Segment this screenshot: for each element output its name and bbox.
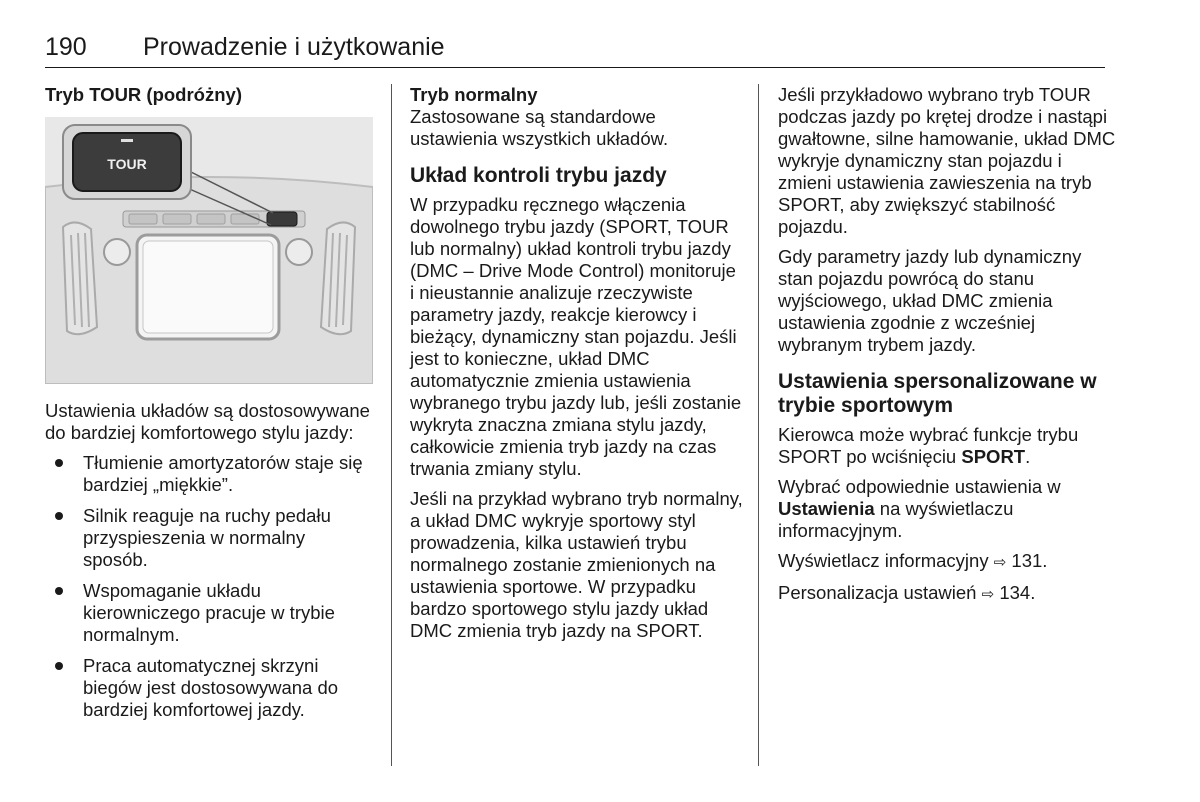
column-1 xyxy=(45,84,375,730)
tour-button-label: TOUR xyxy=(107,156,147,172)
running-title: Prowadzenie i użytkowanie xyxy=(143,33,445,61)
dmc-text-4: Gdy parametry jazdy lub dynamiczny stan pojazdu powrócą do stanu wyjściowego, układ DMC zmienia ustawienia zgodnie z wcześniej wybranym trybem jazdy. xyxy=(778,246,1082,355)
tour-bullet-list xyxy=(45,452,375,721)
dashboard-illustration xyxy=(45,117,373,384)
bullet-icon xyxy=(55,459,63,467)
page-reference-icon: ⇨ xyxy=(981,586,995,603)
cross-reference-personalization[interactable]: Personalizacja ustawień ⇨ 134. xyxy=(778,582,1118,606)
list-item: Wspomaganie układu kierowniczego pracuje w trybie normalnym. xyxy=(45,580,375,646)
normal-mode-text: Zastosowane są standardowe ustawienia wszystkich układów. xyxy=(410,106,669,149)
personalized-text-1: Kierowca może wybrać funkcje trybu SPORT po wciśnięciu SPORT. xyxy=(778,424,1079,467)
personalized-text-2: Wybrać odpowiednie ustawienia w Ustawienia na wyświetlaczu informacyjnym. xyxy=(778,476,1061,541)
dmc-text-3: Jeśli przykładowo wybrano tryb TOUR podczas jazdy po krętej drodze i nastąpi gwałtowne, silne hamowanie, układ DMC wykryje dynamiczny stan pojazdu i zmieni ustawienia zawieszenia na tryb SPORT, aby zwiększyć stabilność pojazdu. xyxy=(778,84,1116,237)
list-item: Tłumienie amortyzatorów staje się bardziej „miękkie”. xyxy=(45,452,375,496)
bullet-icon xyxy=(55,662,63,670)
dmc-text-1: W przypadku ręcznego włączenia dowolnego trybu jazdy (SPORT, TOUR lub normalny) układ kontroli trybu jazdy (DMC – Drive Mode Control) monitoruje i nieustannie analizuje rzeczywiste parametry jazdy, reakcje kierowcy i bieżący, dynamiczny stan pojazdu. Jeśli jest to konieczne, układ DMC automatycznie zmienia ustawienia wybranego trybu jazdy lub, jeśli zostanie wykryta znaczna zmiana stylu jazdy, całkowicie zmienia tryb jazdy na czas trwania zmiany stylu. xyxy=(410,194,742,479)
bullet-icon xyxy=(55,587,63,595)
list-item: Silnik reaguje na ruchy pedału przyspieszenia w normalny sposób. xyxy=(45,505,375,571)
dmc-text-2: Jeśli na przykład wybrano tryb normalny, a układ DMC wykryje sportowy styl prowadzenia, kilka ustawień trybu normalnego zostanie zmienionych na ustawienia sportowe. W przypadku bardzo sportowego stylu jazdy układ DMC zmienia tryb jazdy na SPORT. xyxy=(410,488,743,641)
section-heading-tour: Tryb TOUR (podróżny) xyxy=(45,84,242,105)
cross-reference-info-display[interactable]: Wyświetlacz informacyjny ⇨ 131. xyxy=(778,550,1118,574)
page-reference-icon: ⇨ xyxy=(993,554,1007,571)
list-item: Praca automatycznej skrzyni biegów jest dostosowywana do bardziej komfortowej jazdy. xyxy=(45,655,375,721)
section-heading-personalized: Ustawienia spersonalizowane w trybie sportowym xyxy=(778,370,1097,417)
column-divider-2 xyxy=(758,84,759,766)
column-3 xyxy=(778,84,1118,614)
page-header xyxy=(45,33,1105,68)
column-2 xyxy=(410,84,745,650)
bullet-icon xyxy=(55,512,63,520)
tour-intro: Ustawienia układów są dostosowywane do bardziej komfortowego stylu jazdy: xyxy=(45,400,370,443)
column-divider-1 xyxy=(391,84,392,766)
section-heading-dmc: Układ kontroli trybu jazdy xyxy=(410,164,667,187)
section-heading-normal: Tryb normalny xyxy=(410,84,538,105)
page-number: 190 xyxy=(45,33,87,61)
